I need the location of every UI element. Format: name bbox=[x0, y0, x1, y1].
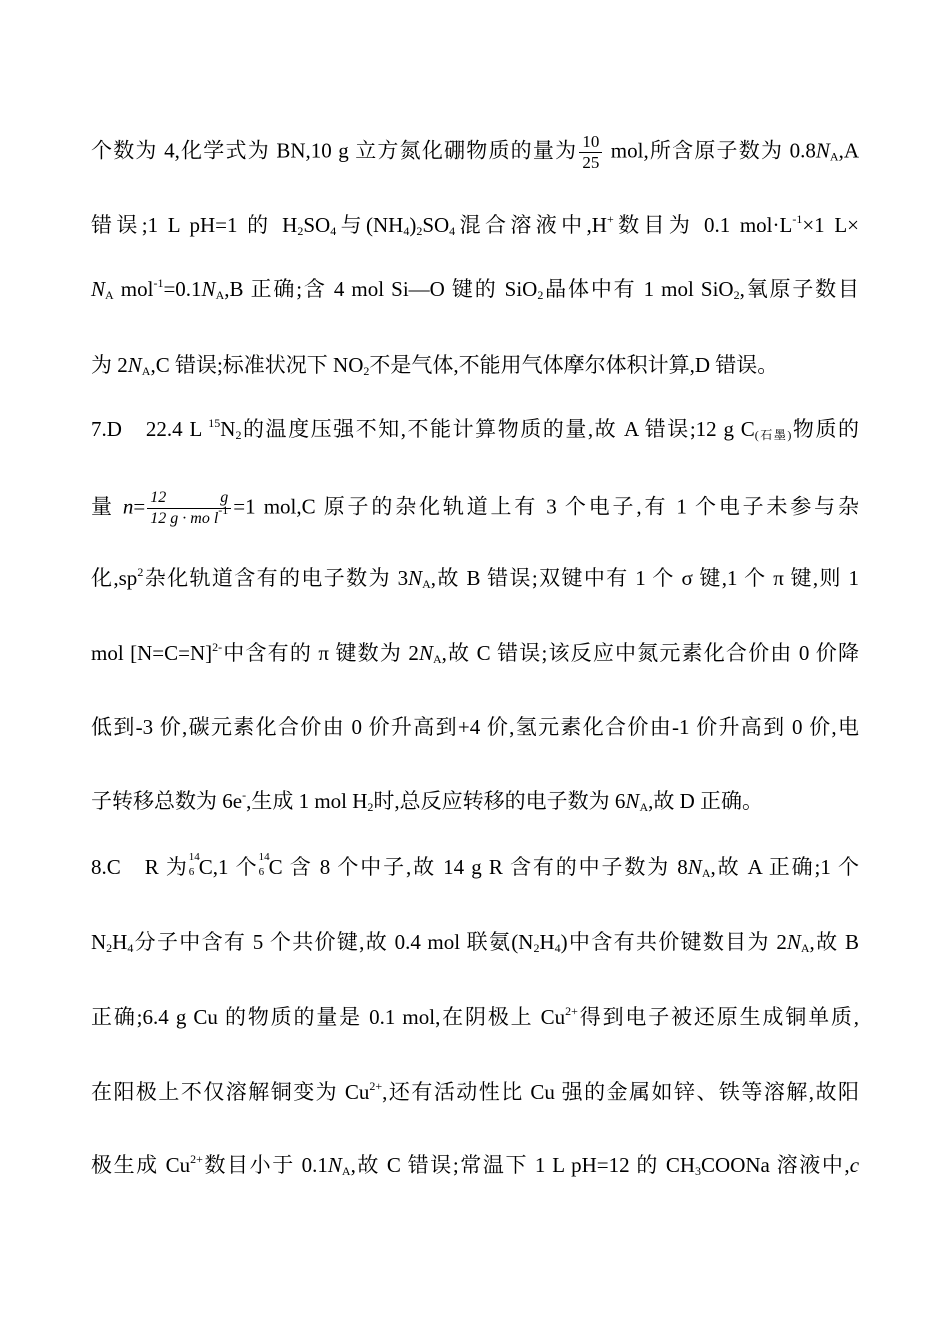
subscript: 4 bbox=[449, 224, 456, 238]
subscript: A bbox=[829, 149, 839, 164]
avogadro-symbol: N bbox=[815, 138, 830, 163]
subscript: 4 bbox=[330, 224, 337, 238]
avogadro-symbol: N bbox=[127, 353, 142, 377]
text: 个数为 4,化学式为 BN,10 g 立方氮化硼物质的量为 bbox=[91, 138, 578, 163]
text: )中含有共价键数目为 2 bbox=[560, 930, 787, 954]
text: ,故 C 错误;该反应中氮元素化合价由 0 价降 bbox=[441, 641, 859, 665]
fraction-denominator bbox=[147, 503, 231, 529]
subscript: A bbox=[701, 866, 711, 880]
text: ,故 B 错误;双键中有 1 个 σ 键,1 个 π 键,则 1 bbox=[430, 566, 859, 590]
text: COONa 溶液中, bbox=[701, 1153, 850, 1177]
text-line-3 bbox=[91, 274, 859, 304]
mass-number: 14 bbox=[258, 851, 270, 863]
text: ,故 A 正确;1 个 bbox=[710, 855, 859, 879]
answer-7-line-1 bbox=[91, 414, 859, 444]
text: H bbox=[539, 930, 555, 954]
text: ,故 D 正确。 bbox=[648, 789, 764, 813]
text: mol bbox=[113, 277, 154, 301]
text: 数目小于 0.1 bbox=[202, 1153, 328, 1177]
nuclide-notation bbox=[188, 851, 200, 878]
subscript: 2 bbox=[235, 428, 242, 442]
superscript: + bbox=[606, 212, 614, 226]
answer-7-line-2 bbox=[91, 488, 859, 529]
avogadro-symbol: N bbox=[201, 277, 216, 301]
text: ,氧原子数目 bbox=[739, 277, 860, 301]
avogadro-symbol: N bbox=[91, 277, 106, 301]
avogadro-symbol: N bbox=[786, 930, 801, 954]
subscript: A bbox=[341, 1164, 351, 1178]
subscript: A bbox=[141, 364, 151, 378]
text: 错误;1 L pH=1 的 H bbox=[91, 213, 298, 237]
text: 杂化轨道含有的电子数为 3 bbox=[143, 566, 409, 590]
superscript: 2- bbox=[212, 640, 223, 654]
text: 量 bbox=[91, 494, 123, 519]
text: 混合溶液中,H bbox=[455, 213, 607, 237]
text: 在阳极上不仅溶解铜变为 Cu bbox=[91, 1080, 370, 1104]
text: ,故 C 错误;常温下 1 L pH=12 的 CH bbox=[350, 1153, 696, 1177]
text: ,A bbox=[838, 138, 860, 163]
variable-c: c bbox=[849, 1153, 860, 1177]
text: ,C 错误;标准状况下 NO bbox=[150, 353, 364, 377]
superscript: -1 bbox=[218, 503, 229, 517]
text: 物质的 bbox=[791, 417, 859, 441]
avogadro-symbol: N bbox=[327, 1153, 342, 1177]
mass-number: 14 bbox=[188, 851, 200, 863]
answer-7-line-3 bbox=[91, 563, 859, 593]
subscript: A bbox=[105, 288, 114, 302]
text: 子转移总数为 6e bbox=[91, 789, 243, 813]
superscript: 2+ bbox=[369, 1079, 383, 1093]
text: ,B 正确;含 4 mol Si—O 键的 SiO bbox=[224, 277, 538, 301]
text: N bbox=[91, 930, 107, 954]
text: 正确;6.4 g Cu 的物质的量是 0.1 mol,在阴极上 Cu bbox=[91, 1005, 566, 1029]
text: R 为 bbox=[144, 855, 189, 879]
atomic-number: 6 bbox=[258, 866, 265, 878]
text: SO bbox=[303, 213, 331, 237]
subscript: 2 bbox=[733, 288, 740, 302]
text: N bbox=[220, 417, 236, 441]
text: ,还有活动性比 Cu 强的金属如锌、铁等溶解,故阳 bbox=[382, 1080, 859, 1104]
element-symbol: C bbox=[268, 855, 283, 879]
text: 12 g bbox=[150, 489, 229, 506]
text: 晶体中有 1 mol SiO bbox=[543, 277, 734, 301]
text: 得到电子被还原生成铜单质, bbox=[577, 1005, 859, 1029]
text: ,故 B bbox=[809, 930, 860, 954]
text: mol,所含原子数为 0.8 bbox=[604, 138, 816, 163]
text: =0.1 bbox=[163, 277, 202, 301]
text: 不是气体,不能用气体摩尔体积计算,D 错误。 bbox=[369, 353, 779, 377]
text: 中含有的 π 键数为 2 bbox=[222, 641, 419, 665]
answer-label: 8.C bbox=[91, 855, 121, 879]
avogadro-symbol: N bbox=[625, 789, 640, 813]
subscript: 2 bbox=[533, 941, 540, 955]
subscript: A bbox=[422, 577, 431, 591]
answer-8-line-1 bbox=[91, 852, 859, 882]
subscript: A bbox=[215, 288, 225, 302]
superscript: 2+ bbox=[565, 1004, 578, 1018]
text: mol [N=C=N] bbox=[91, 641, 213, 665]
fraction-denominator: 25 bbox=[582, 153, 600, 172]
text: SO bbox=[422, 213, 450, 237]
avogadro-symbol: N bbox=[418, 641, 433, 665]
text: 数目为 0.1 mol·L bbox=[613, 213, 793, 237]
text: ,生成 1 mol H bbox=[246, 789, 368, 813]
subscript: A bbox=[800, 941, 810, 955]
subscript: 3 bbox=[695, 1164, 702, 1178]
answer-label: 7.D bbox=[91, 417, 122, 441]
text: 的温度压强不知,不能计算物质的量,故 A 错误;12 g C bbox=[241, 417, 755, 441]
subscript: 2 bbox=[363, 364, 370, 378]
text-line-4 bbox=[91, 350, 778, 380]
subscript: 2 bbox=[367, 800, 374, 814]
subscript: 2 bbox=[106, 941, 113, 955]
text: 极生成 Cu bbox=[91, 1153, 191, 1177]
text: 12 g · mo l bbox=[150, 510, 219, 527]
avogadro-symbol: N bbox=[408, 566, 423, 590]
text: 分子中含有 5 个共价键,故 0.4 mol 联氨(N bbox=[133, 930, 534, 954]
text: ×1 L× bbox=[802, 213, 860, 237]
subscript: 2 bbox=[537, 288, 544, 302]
answer-8-line-3 bbox=[91, 1002, 859, 1032]
answer-8-line-4 bbox=[91, 1077, 859, 1107]
subscript: 2 bbox=[416, 224, 423, 238]
fraction-mass-over-molar-mass bbox=[147, 488, 231, 529]
text: 与(NH bbox=[336, 213, 404, 237]
subscript: A bbox=[432, 652, 442, 666]
subscript: 4 bbox=[554, 941, 561, 955]
answer-8-line-2 bbox=[91, 927, 859, 957]
answer-7-line-5 bbox=[91, 712, 859, 742]
text-line-1 bbox=[91, 132, 859, 173]
avogadro-symbol: N bbox=[687, 855, 702, 879]
answer-7-line-6 bbox=[91, 786, 763, 816]
text: ,1 个 bbox=[212, 855, 259, 879]
subscript: (石墨) bbox=[754, 428, 792, 442]
element-symbol: C bbox=[198, 855, 213, 879]
nuclide-notation bbox=[258, 851, 270, 878]
superscript: 2+ bbox=[190, 1152, 203, 1166]
text-line-2 bbox=[91, 210, 859, 240]
text: = bbox=[133, 494, 146, 519]
atomic-number: 6 bbox=[188, 866, 195, 878]
subscript: 2 bbox=[297, 224, 304, 238]
subscript: 4 bbox=[127, 941, 134, 955]
subscript: A bbox=[639, 800, 649, 814]
fraction-10-over-25 bbox=[579, 132, 602, 173]
superscript: 15 bbox=[208, 416, 221, 430]
variable-n: n bbox=[122, 494, 134, 519]
superscript: 2 bbox=[137, 565, 144, 579]
text: ) bbox=[409, 213, 417, 237]
text: 低到-3 价,碳元素化合价由 0 价升高到+4 价,氢元素化合价由-1 价升高到 0 价,电 bbox=[91, 715, 859, 739]
text: =1 mol,C 原子的杂化轨道上有 3 个电子,有 1 个电子未参与杂 bbox=[233, 494, 859, 519]
text: 含 8 个中子,故 14 g R 含有的中子数为 8 bbox=[282, 855, 688, 879]
superscript: -1 bbox=[792, 212, 803, 226]
subscript: 4 bbox=[403, 224, 410, 238]
text: 时,总反应转移的电子数为 6 bbox=[373, 789, 626, 813]
text: 化,sp bbox=[91, 566, 138, 590]
superscript: -1 bbox=[153, 276, 164, 290]
answer-7-line-4 bbox=[91, 638, 859, 668]
text: H bbox=[112, 930, 128, 954]
text: 22.4 L bbox=[145, 417, 209, 441]
superscript: - bbox=[242, 788, 247, 802]
text: 为 2 bbox=[91, 353, 128, 377]
answer-8-line-5 bbox=[91, 1150, 859, 1180]
fraction-numerator: 10 bbox=[579, 132, 602, 153]
